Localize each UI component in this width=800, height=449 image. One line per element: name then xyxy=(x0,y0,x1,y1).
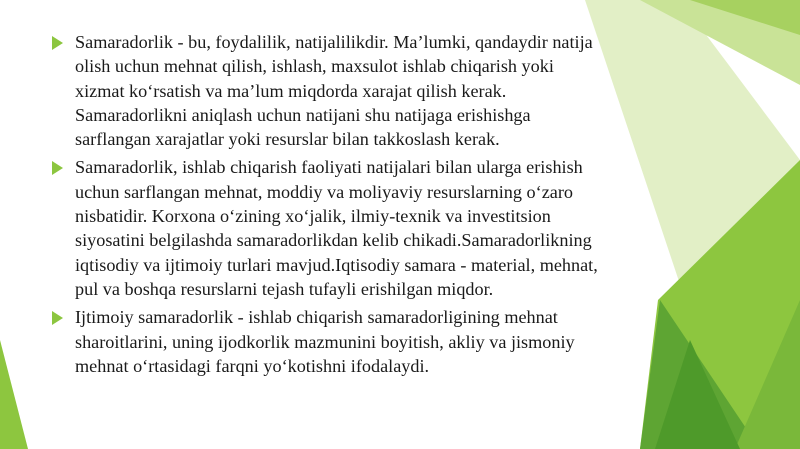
bullet-item xyxy=(50,30,650,151)
bullet-arrow-icon xyxy=(52,36,63,50)
slide-content xyxy=(50,30,650,382)
bullet-text: Samaradorlik - bu, foydalilik, natijalilikdir. Ma’lumki, qandaydir natija olish uchun mehnat qilish, ishlash, maxsulot ishlab chiqarish yoki xizmat ko‘rsatish va ma’lum miqdorda xarajat qilish kerak. Samaradorlikni aniqlash uchun natijani shu natijaga erishishga sarflangan xarajatlar yoki resurslar bilan takkoslash kerak. xyxy=(75,32,593,150)
bullet-item xyxy=(50,305,650,378)
bullet-arrow-icon xyxy=(52,311,63,325)
deco-bottom-left-green xyxy=(0,340,28,449)
bullet-text: Samaradorlik, ishlab chiqarish faoliyati natijalari bilan ularga erishish uchun sarflangan mehnat, moddiy va moliyaviy resurslarning o‘zaro nisbatidir. Korxona o‘zining xo‘jalik, ilmiy-texnik va investitsion siyosatini belgilashda samaradorlikdan kelib chikadi.Samaradorlikning iqtisodiy va ijtimoiy turlari mavjud.Iqtisodiy samara - material, mehnat, pul va boshqa resurslarni tejash tufayli erishilgan miqdor. xyxy=(75,157,598,299)
bullet-item xyxy=(50,155,650,301)
bullet-arrow-icon xyxy=(52,161,63,175)
bullet-text: Ijtimoiy samaradorlik - ishlab chiqarish samaradorligining mehnat sharoitlarini, uning ijodkorlik mazmunini boyitish, akliy va jismoniy mehnat o‘rtasidagi farqni yo‘kotishni ifodalaydi. xyxy=(75,307,575,376)
